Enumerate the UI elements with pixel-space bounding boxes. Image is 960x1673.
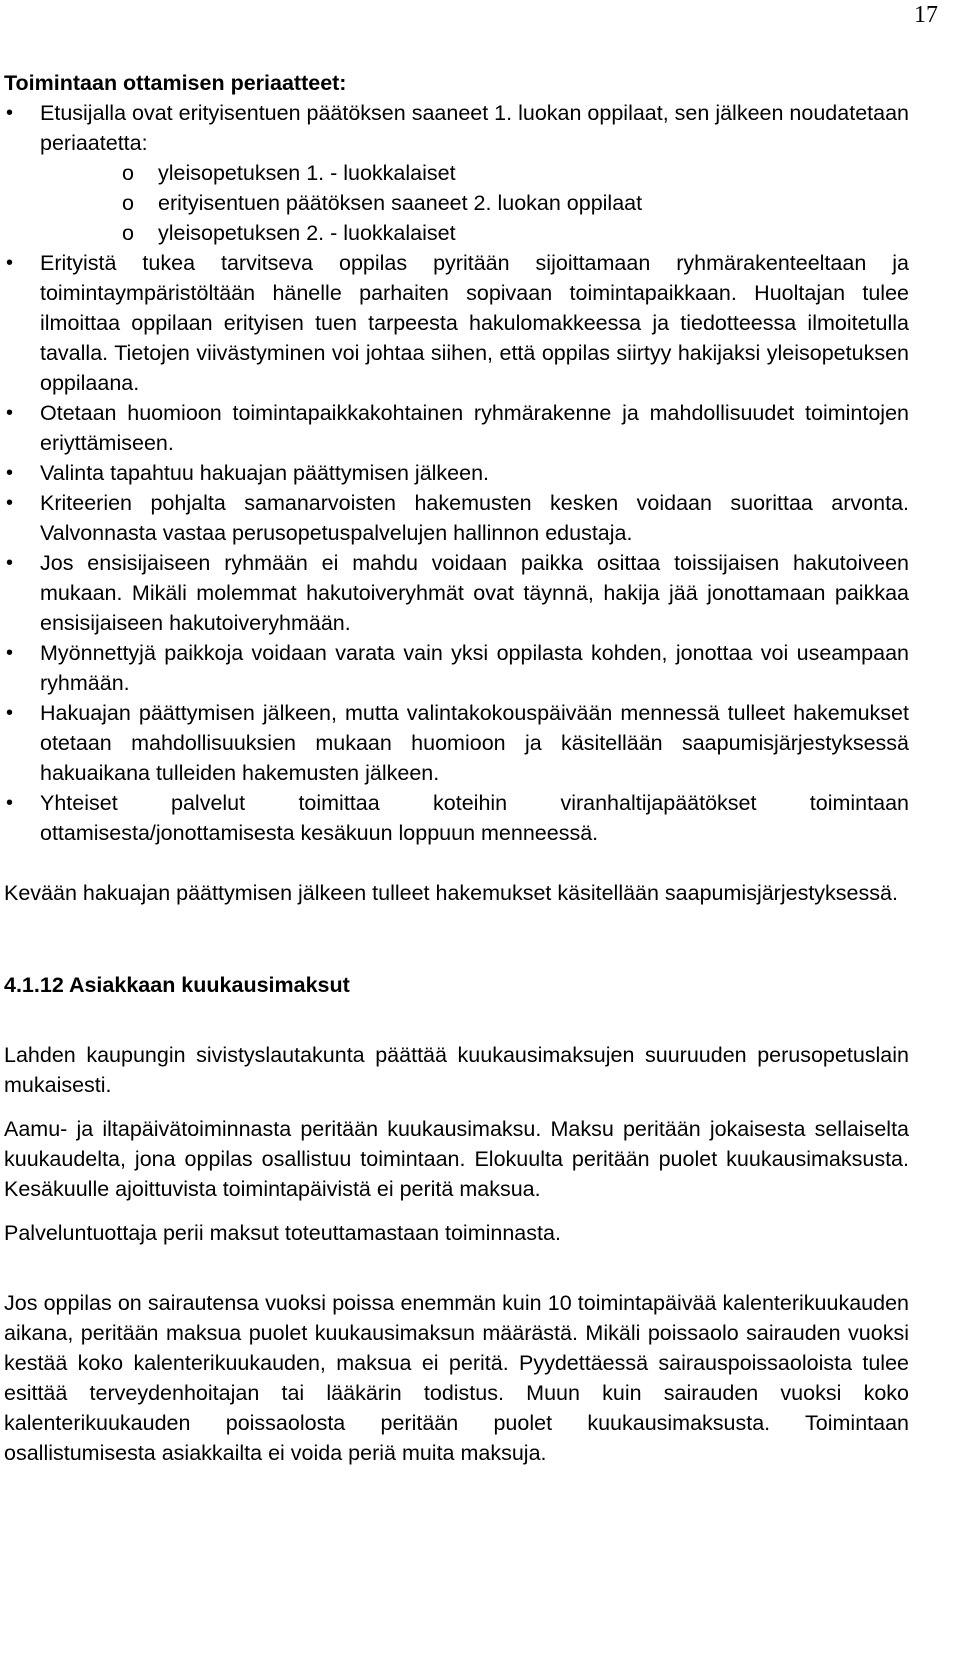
paragraph-fee-decision: Lahden kaupungin sivistyslautakunta päättää kuukausimaksujen suuruuden perusopetuslain mukaisesti. (4, 1043, 909, 1097)
circle-marker-icon: o (122, 161, 134, 185)
page-number: 17 (914, 2, 938, 28)
bullet-icon: • (6, 402, 14, 424)
list-item (4, 788, 909, 848)
list-item (4, 458, 909, 488)
bullet-icon: • (6, 252, 14, 274)
bullet-icon: • (6, 792, 14, 814)
bullet-icon: • (6, 702, 14, 724)
list-item-text: Erityistä tukea tarvitseva oppilas pyritään sijoittamaan ryhmärakenteeltaan ja toimintaympäristöltään hänelle parhaiten sopivaan toimintapaikkaan. Huoltajan tulee ilmoittaa oppilaan erityisen tuen tarpeesta hakulomakkeessa ja tiedotteessa ilmoitetulla tavalla. Tietojen viivästyminen voi johtaa siihen, että oppilas siirtyy hakijaksi yleisopetuksen oppilaana. (40, 251, 909, 395)
section-heading-monthly-fees: 4.1.12 Asiakkaan kuukausimaksut (4, 973, 350, 997)
list-item-text: Kriteerien pohjalta samanarvoisten hakemusten kesken voidaan suorittaa arvonta. Valvonnasta vastaa perusopetuspalvelujen hallinnon edustaja. (40, 491, 909, 545)
list-item-text: Jos ensisijaiseen ryhmään ei mahdu voidaan paikka osittaa toissijaisen hakutoiveen mukaan. Mikäli molemmat hakutoiveryhmät ovat täynnä, hakija jää jonottamaan paikkaa ensisijaiseen hakutoiveryhmään. (40, 551, 909, 635)
bullet-icon: • (6, 642, 14, 664)
list-item (4, 488, 909, 548)
list-item-text: Etusijalla ovat erityisentuen päätöksen saaneet 1. luokan oppilaat, sen jälkeen noudatetaan periaatetta: (40, 101, 909, 155)
list-item-text: Valinta tapahtuu hakuajan päättymisen jälkeen. (40, 461, 490, 485)
list-item (4, 248, 909, 398)
bullet-icon: • (6, 102, 14, 124)
bullet-icon: • (6, 552, 14, 574)
sub-list-item (40, 188, 909, 218)
sub-list-item-text: erityisentuen päätöksen saaneet 2. luokan oppilaat (158, 191, 643, 215)
sub-list-item-text: yleisopetuksen 1. - luokkalaiset (158, 161, 456, 185)
document-body (4, 68, 909, 1468)
section-heading-admission-principles: Toimintaan ottamisen periaatteet: (4, 71, 347, 95)
list-item-text: Otetaan huomioon toimintapaikkakohtainen ryhmärakenne ja mahdollisuudet toimintojen eriyttämiseen. (40, 401, 909, 455)
bullet-icon: • (6, 492, 14, 514)
list-item (4, 98, 909, 248)
priority-sublist (40, 158, 909, 248)
sub-list-item (40, 218, 909, 248)
list-item (4, 698, 909, 788)
admission-principles-list (4, 98, 909, 848)
circle-marker-icon: o (122, 191, 134, 215)
circle-marker-icon: o (122, 221, 134, 245)
bullet-icon: • (6, 462, 14, 484)
list-item (4, 638, 909, 698)
list-item-text: Yhteiset palvelut toimittaa koteihin viranhaltijapäätökset toimintaan ottamisesta/jonottamisesta kesäkuun loppuun menneessä. (40, 791, 909, 845)
list-item-text: Hakuajan päättymisen jälkeen, mutta valintakokouspäivään mennessä tulleet hakemukset otetaan mahdollisuuksien mukaan huomioon ja käsitellään saapumisjärjestyksessä hakuaikana tulleiden hakemusten jälkeen. (40, 701, 909, 785)
late-applications-paragraph: Kevään hakuajan päättymisen jälkeen tulleet hakemukset käsitellään saapumisjärjestyksessä. (4, 881, 898, 905)
list-item-text: Myönnettyjä paikkoja voidaan varata vain yksi oppilasta kohden, jonottaa voi useampaan ryhmään. (40, 641, 909, 695)
paragraph-fee-collection: Aamu- ja iltapäivätoiminnasta peritään kuukausimaksu. Maksu peritään jokaisesta sellaiselta kuukaudelta, jona oppilas osallistuu toimintaan. Elokuulta peritään puolet kuukausimaksusta. Kesäkuulle ajoittuvista toimintapäivistä ei peritä maksua. (4, 1117, 909, 1201)
paragraph-sickness-absence: Jos oppilas on sairautensa vuoksi poissa enemmän kuin 10 toimintapäivää kalenterikuukauden aikana, peritään maksua puolet kuukausimaksun määrästä. Mikäli poissaolo sairauden vuoksi kestää koko kalenterikuukauden, maksua ei peritä. Pyydettäessä sairauspoissaoloista tulee esittää terveydenhoitajan tai lääkärin todistus. Muun kuin sairauden vuoksi koko kalenterikuukauden poissaolosta peritään puolet kuukausimaksusta. Toimintaan osallistumisesta asiakkailta ei voida periä muita maksuja. (4, 1291, 909, 1465)
sub-list-item-text: yleisopetuksen 2. - luokkalaiset (158, 221, 456, 245)
list-item (4, 398, 909, 458)
sub-list-item (40, 158, 909, 188)
list-item (4, 548, 909, 638)
paragraph-fee-provider: Palveluntuottaja perii maksut toteuttamastaan toiminnasta. (4, 1221, 561, 1245)
